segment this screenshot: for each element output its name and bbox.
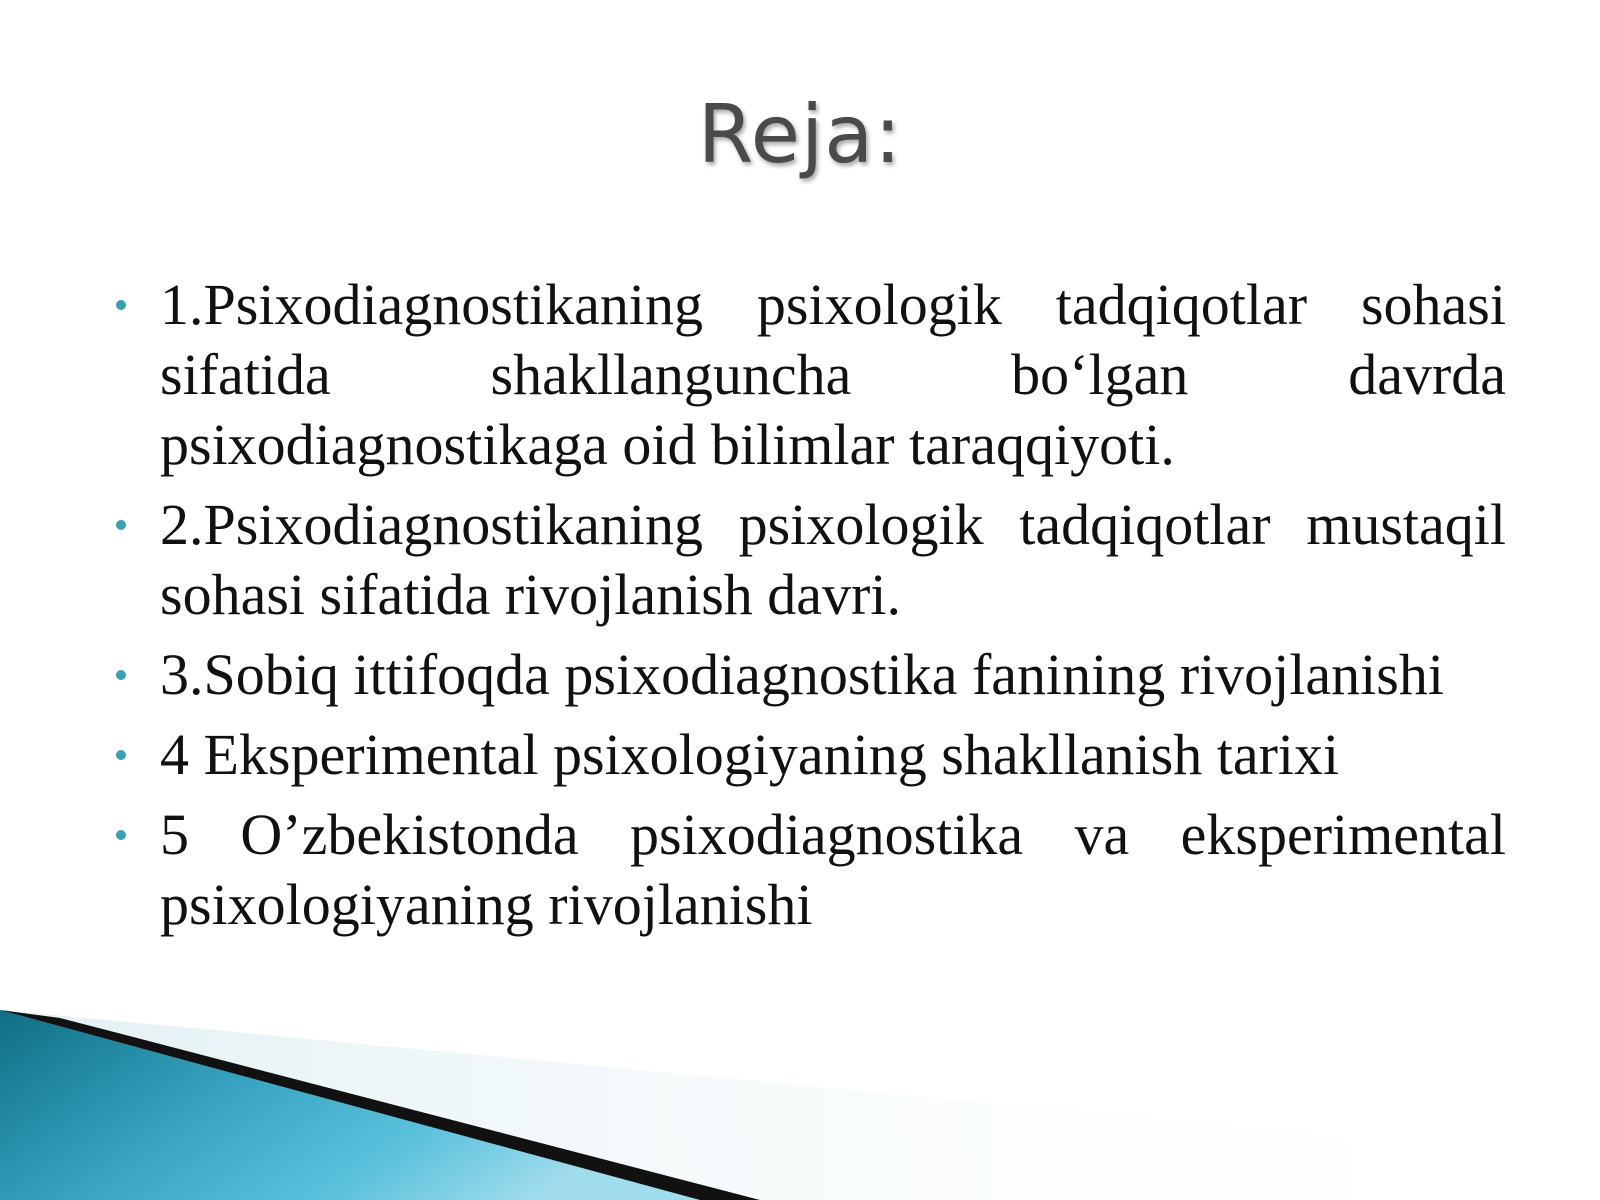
list-item-text: 3.Sobiq ittifoqda psixodiagnostika fanining rivojlanishi <box>160 642 1444 707</box>
list-item-text: 1.Psixodiagnostikaning psixologik tadqiqotlar sohasi sifatida shakllanguncha bo‘lgan davrda psixodiagnostikaga oid bilimlar taraqqiyoti. <box>160 272 1506 477</box>
list-item-text: 4 Eksperimental psixologiyaning shakllanish tarixi <box>160 722 1340 787</box>
list-item-text: 5 O’zbekistonda psixodiagnostika va eksperimental psixologiyaning rivojlanishi <box>160 802 1506 937</box>
list-item-text: 2.Psixodiagnostikaning psixologik tadqiqotlar mustaqil sohasi sifatida rivojlanish davri. <box>160 492 1506 627</box>
slide-title: Reja: <box>697 88 903 181</box>
